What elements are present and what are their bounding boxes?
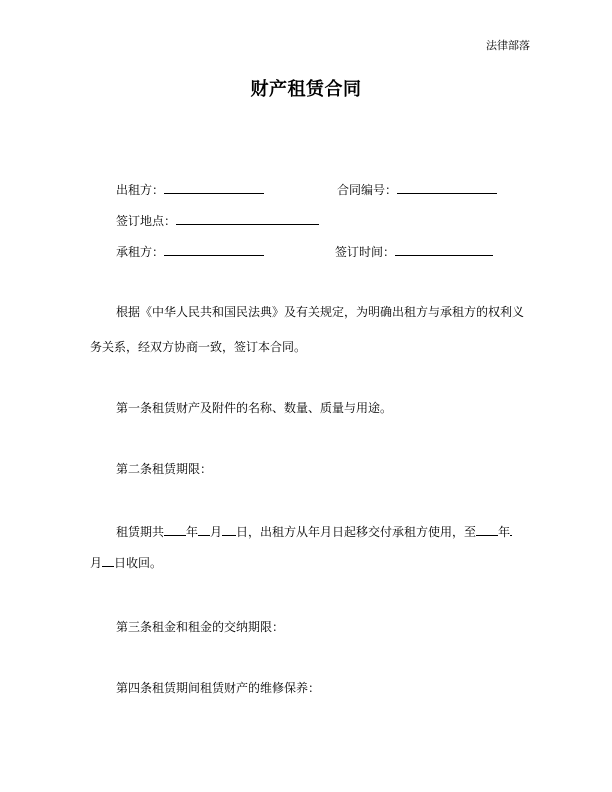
term-day-text: 日，出租方从年月日起移交付承租方使用，至 [236, 525, 477, 539]
article-2: 第二条租赁期限： [116, 462, 213, 476]
article-1: 第一条租赁财产及附件的名称、数量、质量与用途。 [116, 401, 393, 415]
lessor-row [116, 181, 264, 198]
contract-no-row [337, 181, 497, 198]
sign-place-label: 签订地点： [116, 214, 177, 228]
sign-place-field[interactable] [176, 212, 319, 225]
lessee-label: 承租方： [116, 245, 165, 259]
term-line-1 [116, 523, 512, 540]
end-year-trailing-line [510, 523, 512, 536]
end-month-label: 月 [90, 556, 103, 570]
lessor-label: 出租方： [116, 183, 165, 197]
header-brand: 法律部落 [486, 39, 530, 52]
article-4: 第四条租赁期间租赁财产的维修保养： [116, 681, 321, 695]
preamble-line-2: 务关系，经双方协商一致，签订本合同。 [90, 340, 307, 354]
document-title: 财产租赁合同 [250, 79, 362, 100]
end-year-field[interactable] [476, 523, 498, 536]
sign-time-field[interactable] [395, 243, 493, 256]
end-text: 日收回。 [114, 556, 163, 570]
term-years-field[interactable] [164, 523, 186, 536]
sign-place-row [116, 212, 319, 229]
sign-time-row [335, 243, 493, 260]
lessee-field[interactable] [164, 243, 264, 256]
lessee-row [116, 243, 264, 260]
contract-no-field[interactable] [397, 181, 497, 194]
sign-time-label: 签订时间： [335, 245, 396, 259]
end-day-field[interactable] [102, 554, 114, 567]
term-month-label: 月 [210, 525, 223, 539]
lessor-field[interactable] [164, 181, 264, 194]
term-year-label: 年 [186, 525, 199, 539]
contract-no-label: 合同编号： [337, 183, 398, 197]
term-months-field[interactable] [198, 523, 210, 536]
term-prefix: 租赁期共 [116, 525, 165, 539]
term-days-field[interactable] [222, 523, 236, 536]
term-line-2 [90, 554, 162, 571]
preamble-line-1: 根据《中华人民共和国民法典》及有关规定，为明确出租方与承租方的权利义 [116, 305, 525, 319]
end-year-label: 年 [498, 525, 511, 539]
article-3: 第三条租金和租金的交纳期限： [116, 620, 285, 634]
